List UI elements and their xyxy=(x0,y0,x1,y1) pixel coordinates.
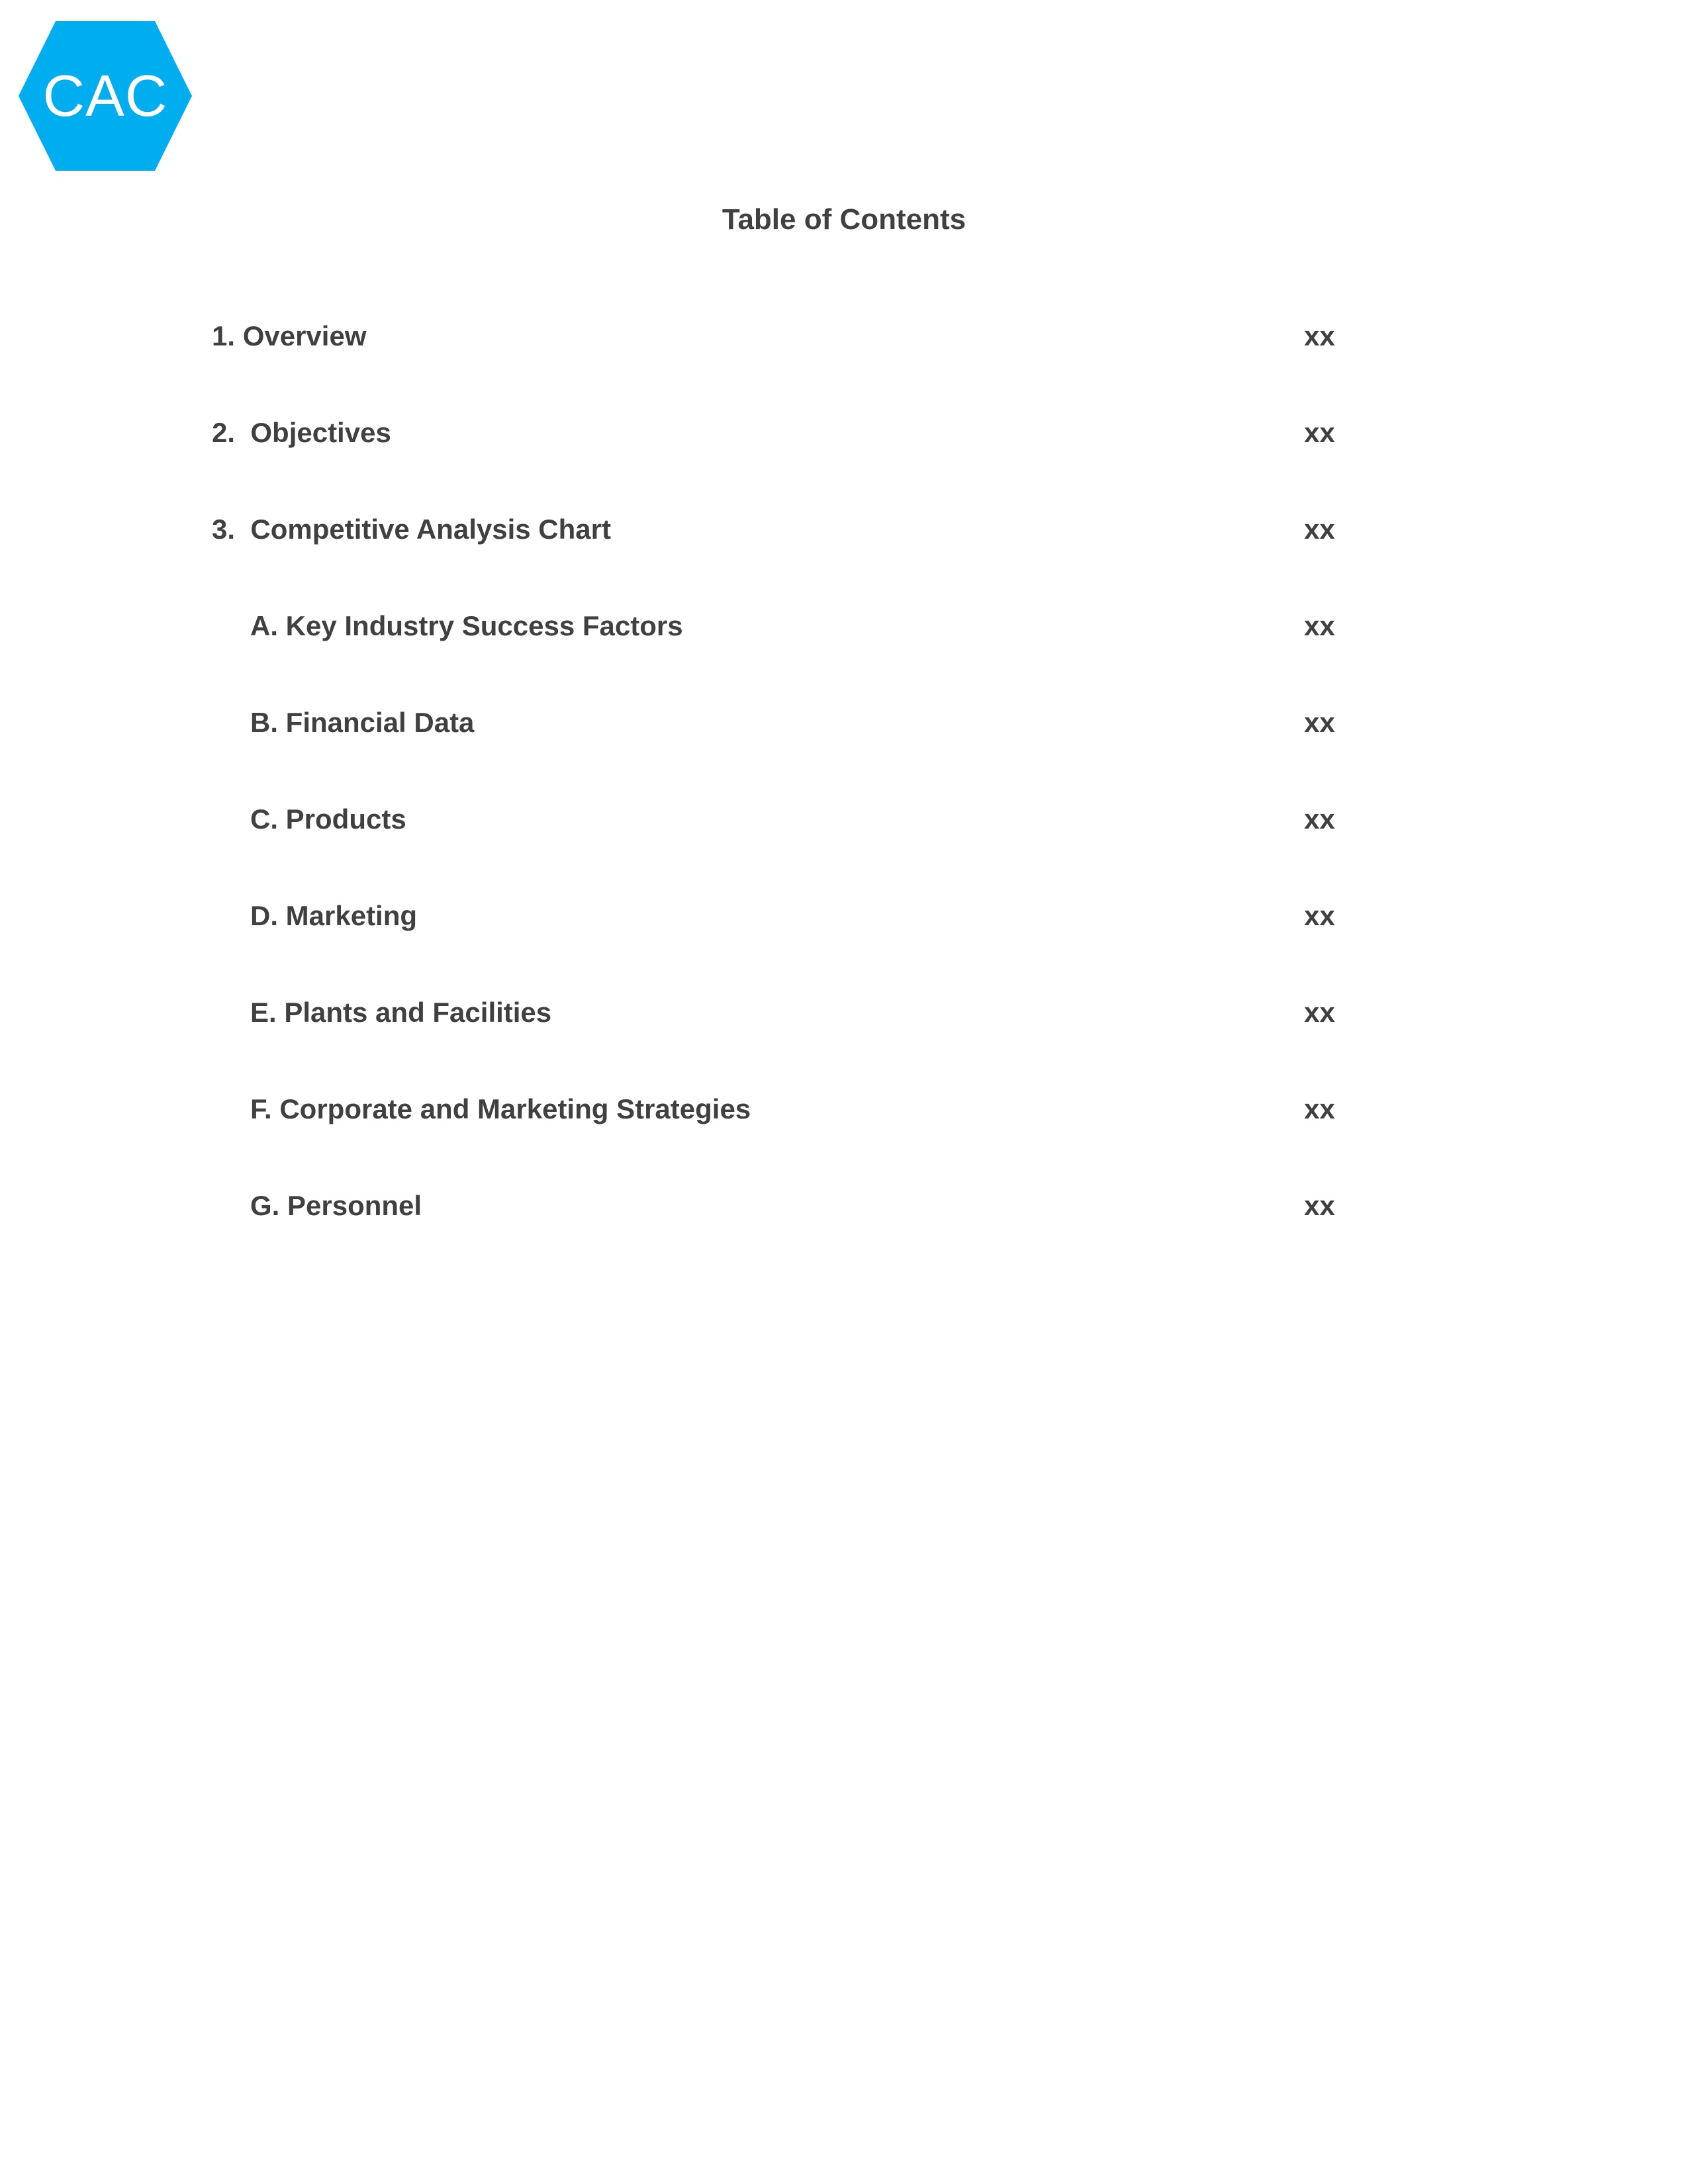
toc-entry-page: xx xyxy=(1304,610,1335,641)
toc-entry-label: C. Products xyxy=(250,803,406,835)
toc-entry-products[interactable] xyxy=(212,799,1350,896)
toc-entry-page: xx xyxy=(1304,900,1335,931)
toc-entry-page: xx xyxy=(1304,417,1335,448)
toc-entry-page: xx xyxy=(1304,803,1335,835)
toc-entry-corporate-and-marketing-strategies[interactable] xyxy=(212,1089,1350,1186)
toc-entry-page: xx xyxy=(1304,707,1335,738)
toc-entry-page: xx xyxy=(1304,320,1335,351)
toc-entry-plants-and-facilities[interactable] xyxy=(212,993,1350,1089)
toc-entry-label: G. Personnel xyxy=(250,1190,422,1221)
toc-entry-page: xx xyxy=(1304,997,1335,1028)
toc-entry-key-industry-success-factors[interactable] xyxy=(212,606,1350,703)
toc-entry-label: B. Financial Data xyxy=(250,707,475,738)
toc-entry-label: 3. Competitive Analysis Chart xyxy=(212,514,611,545)
toc-entry-page: xx xyxy=(1304,1190,1335,1221)
toc-entry-objectives[interactable] xyxy=(212,413,1350,510)
toc-entry-label: 1. Overview xyxy=(212,320,367,351)
toc-entry-competitive-analysis-chart[interactable] xyxy=(212,510,1350,606)
toc-entry-page: xx xyxy=(1304,514,1335,545)
toc-entry-label: D. Marketing xyxy=(250,900,418,931)
toc-entry-label: A. Key Industry Success Factors xyxy=(250,610,683,641)
toc-entry-marketing[interactable] xyxy=(212,896,1350,993)
toc-list xyxy=(212,316,1350,1283)
logo-text: CAC xyxy=(42,63,168,128)
toc-entry-personnel[interactable] xyxy=(212,1186,1350,1283)
toc-entry-page: xx xyxy=(1304,1093,1335,1124)
toc-entry-label: E. Plants and Facilities xyxy=(250,997,552,1028)
toc-entry-financial-data[interactable] xyxy=(212,703,1350,799)
toc-entry-overview[interactable] xyxy=(212,316,1350,413)
page-title: Table of Contents xyxy=(722,203,966,236)
toc-entry-label: 2. Objectives xyxy=(212,417,391,448)
cac-logo xyxy=(19,21,192,171)
toc-entry-label: F. Corporate and Marketing Strategies xyxy=(250,1093,751,1124)
